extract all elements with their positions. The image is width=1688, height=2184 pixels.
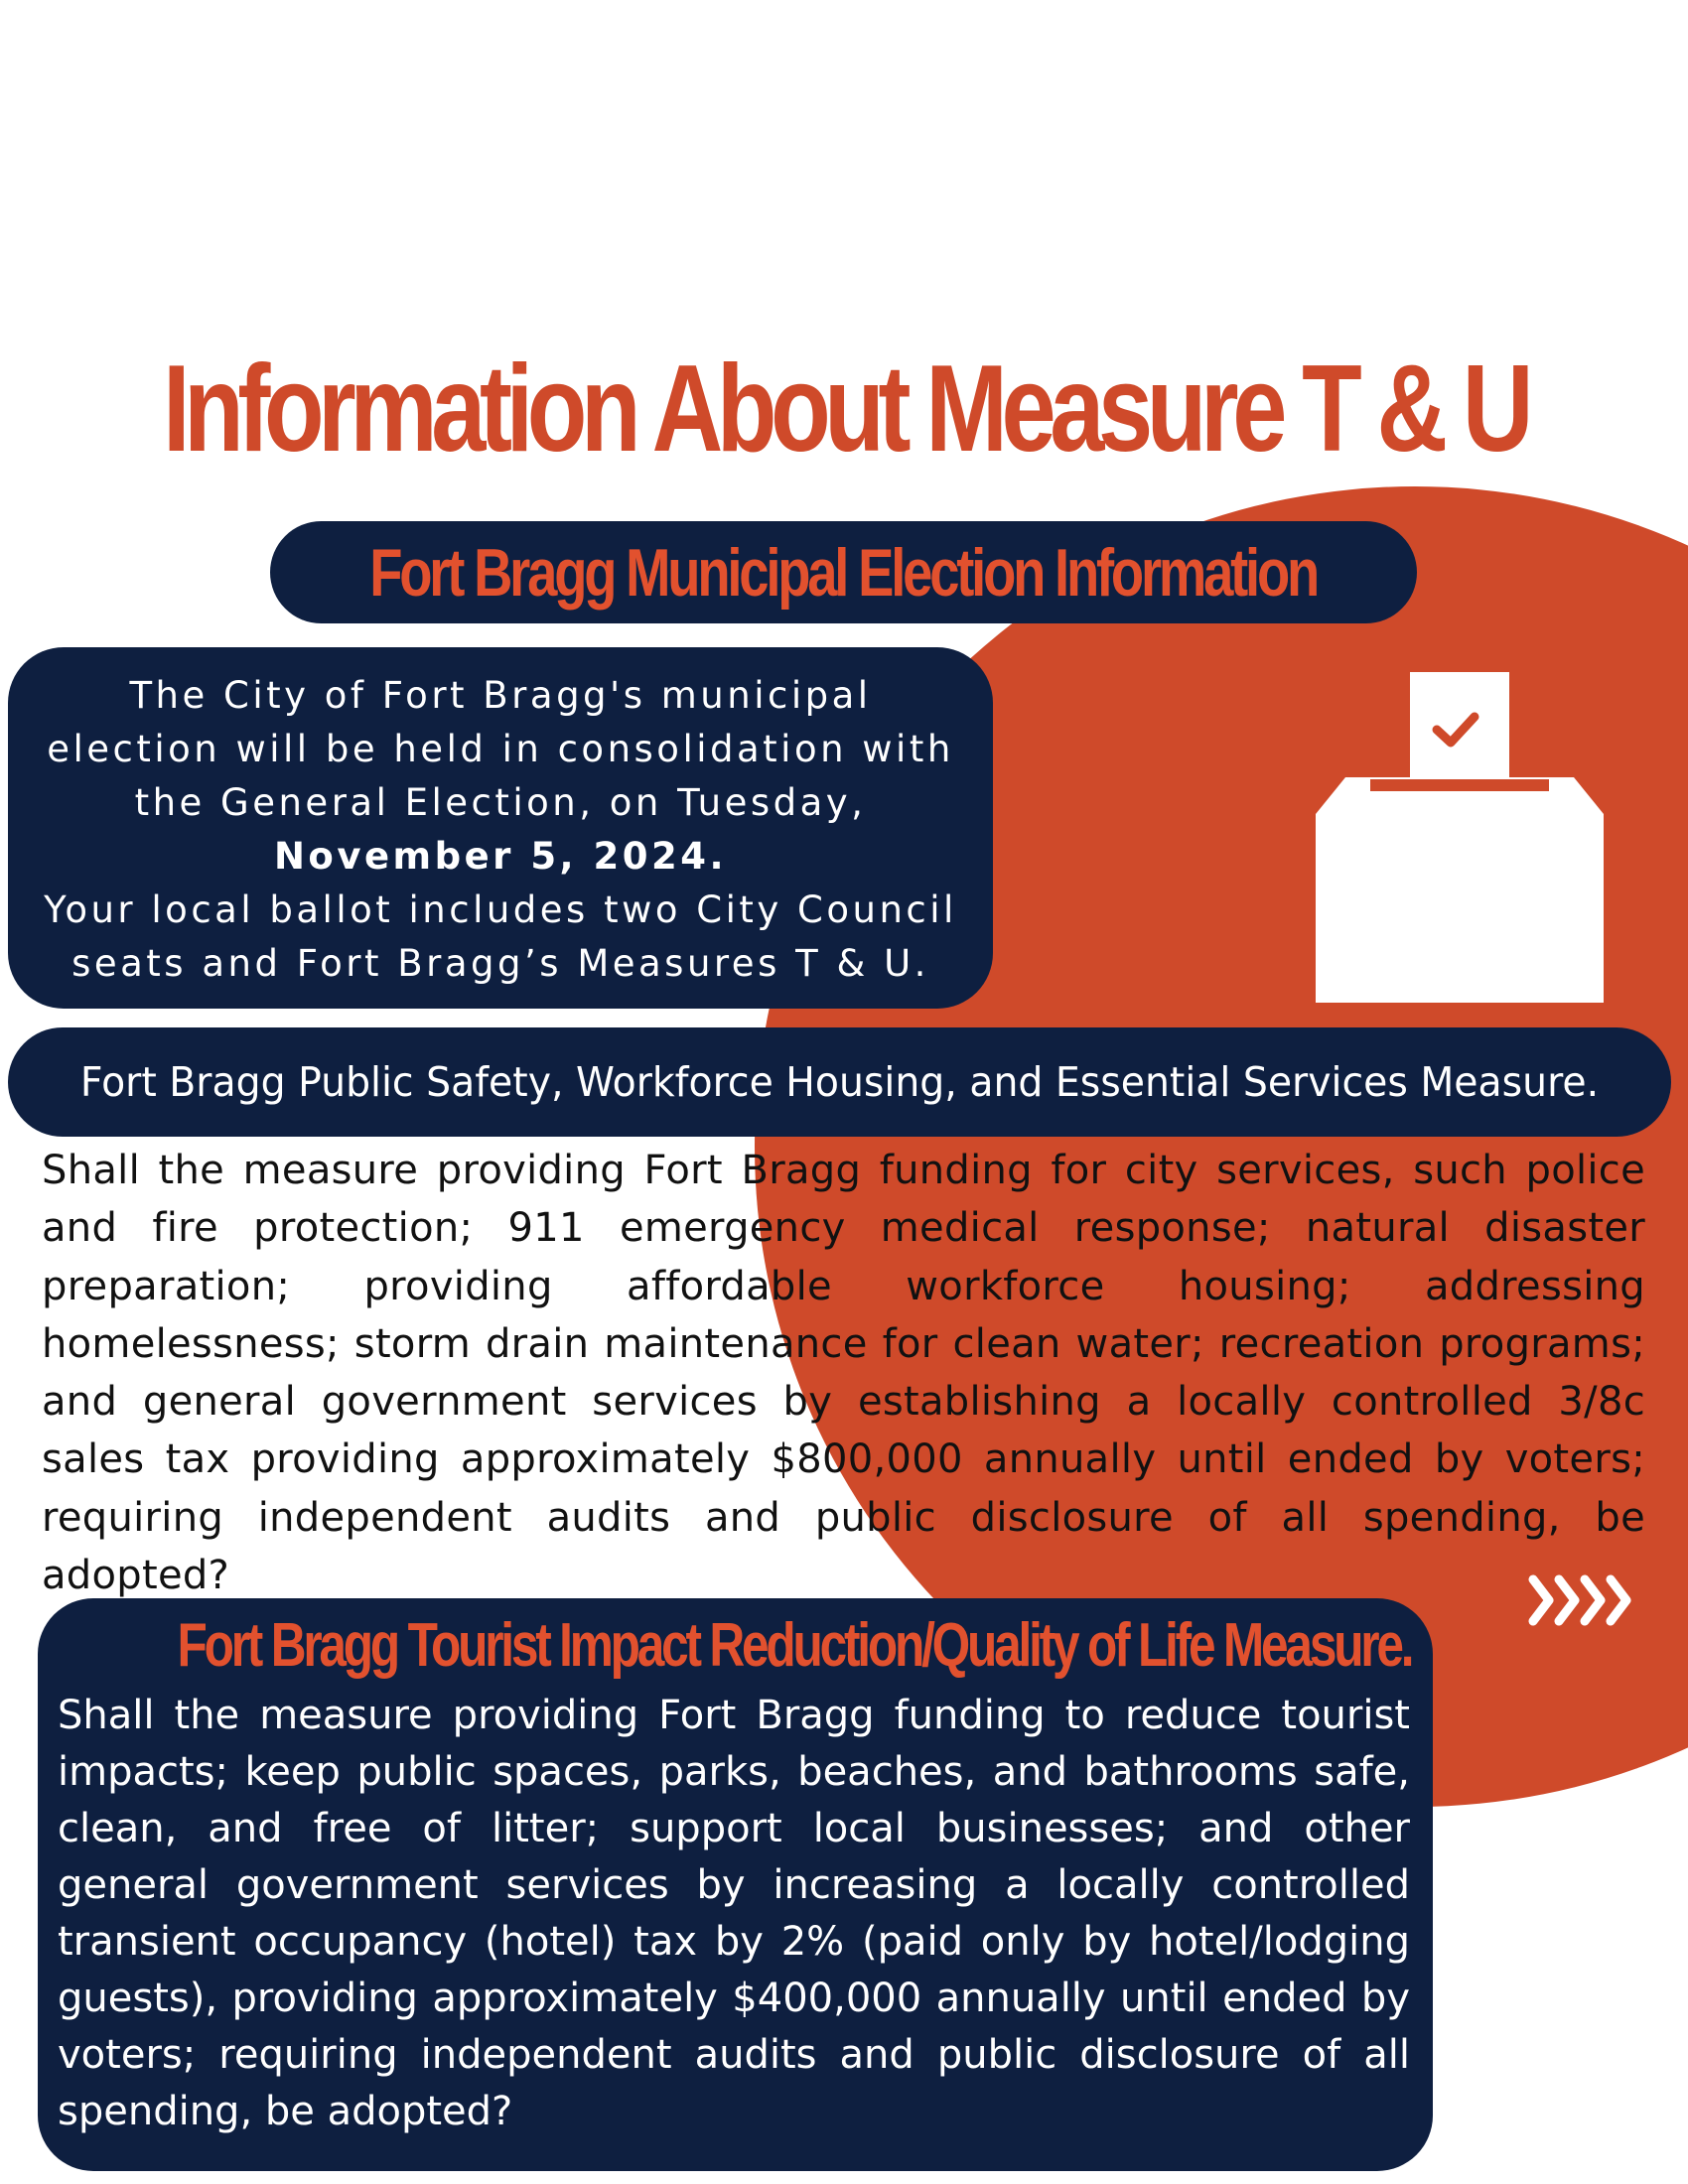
measure-u-text: Shall the measure providing Fort Bragg funding to reduce tourist impacts; keep public spaces, parks, beaches, and bathrooms safe, clean, and free of litter; support local businesses; and other general government services by increasing a locally controlled transient occupancy (hotel) tax by 2% (paid only by hotel/lodging guests), providing approximately $400,000 annually until ended by voters; requiring independent audits and public disclosure of all spending, be adopted? [58, 1693, 1410, 2134]
election-info-line: the General Election, on Tuesday, [134, 781, 867, 824]
election-info-line: election will be held in consolidation with [47, 728, 954, 770]
measure-u-box [38, 1598, 1433, 2171]
election-date: November 5, 2024. [273, 835, 728, 878]
page-title: Information About Measure T & U [163, 341, 1528, 478]
section-header-label: Fort Bragg Municipal Election Information [369, 534, 1318, 611]
election-info-box [8, 647, 993, 1009]
election-info-line: Your local ballot includes two City Council [44, 888, 957, 931]
ballot-box-icon [1316, 670, 1604, 1003]
chevrons-right-icon [1527, 1573, 1636, 1628]
section-header [270, 521, 1417, 623]
measure-t-text: Shall the measure providing Fort Bragg funding for city services, such police and fire protection; 911 emergency medical response; natural disaster preparation; providing affordable workforce housing; addressing homelessness; storm drain maintenance for clean water; recreation programs; and general government services by establishing a locally controlled 3/8c sales tax providing approximately $800,000 annually until ended by voters; requiring independent audits and public disclosure of all spending, be adopted? [42, 1148, 1645, 1599]
measure-t-title: Fort Bragg Public Safety, Workforce Housing, and Essential Services Measure. [79, 1058, 1600, 1106]
measure-u-title: Fort Bragg Tourist Impact Reduction/Quality of Life Measure. [177, 1611, 1412, 1680]
election-info-line: seats and Fort Bragg’s Measures T & U. [71, 942, 929, 985]
measure-t-title-bar [8, 1027, 1671, 1137]
election-info-line: The City of Fort Bragg's municipal [129, 674, 872, 717]
